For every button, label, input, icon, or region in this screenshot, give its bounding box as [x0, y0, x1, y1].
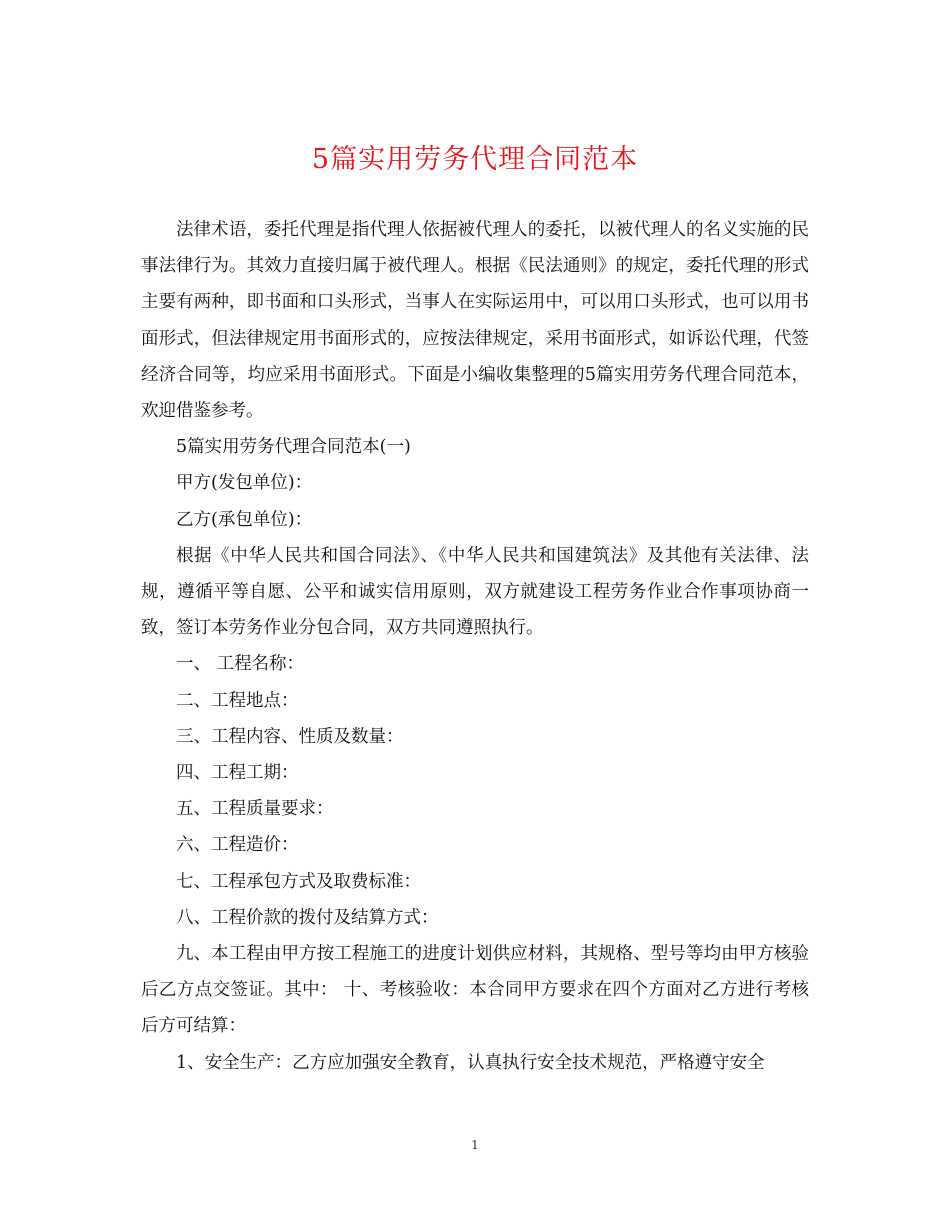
- legal-basis-paragraph: 根据《中华人民共和国合同法》、《中华人民共和国建筑法》及其他有关法律、法规，遵循平等自愿、公平和诚实信用原则，双方就建设工程劳务作业合作事项协商一致，签订本劳务作业分包合同，双方共同遵照执行。: [141, 545, 809, 639]
- contract-heading: 5篇实用劳务代理合同范本(一): [176, 437, 411, 458]
- clause-contract-method: 七、工程承包方式及取费标准：: [176, 871, 421, 892]
- clause-materials-inspection: 九、本工程由甲方按工程施工的进度计划供应材料，其规格、型号等均由甲方核验后乙方点交签证。其中： 十、考核验收：本合同甲方要求在四个方面对乙方进行考核后方可结算：: [141, 944, 809, 1037]
- clause-project-period: 四、工程工期：: [176, 763, 299, 784]
- document-title: 5篇实用劳务代理合同范本: [311, 144, 639, 175]
- party-a-line: 甲方(发包单位)：: [176, 473, 313, 494]
- document-body: [141, 212, 809, 1081]
- clause-project-content: 三、工程内容、性质及数量：: [176, 726, 404, 747]
- clause-quality-requirements: 五、工程质量要求：: [176, 799, 334, 820]
- page-number: 1: [471, 1138, 479, 1152]
- clause-payment-settlement: 八、工程价款的拨付及结算方式：: [176, 907, 439, 928]
- clause-project-location: 二、工程地点：: [176, 690, 299, 711]
- clause-project-name: 一、 工程名称：: [176, 654, 305, 675]
- party-b-line: 乙方(承包单位)：: [176, 509, 313, 530]
- clause-safety-production: 1、安全生产：乙方应加强安全教育，认真执行安全技术规范，严格遵守安全: [176, 1052, 765, 1073]
- clause-project-cost: 六、工程造价：: [176, 835, 299, 856]
- intro-paragraph: 法律术语，委托代理是指代理人依据被代理人的委托，以被代理人的名义实施的民事法律行为。其效力直接归属于被代理人。根据《民法通则》的规定，委托代理的形式主要有两种，即书面和口头形式，当事人在实际运用中，可以用口头形式，也可以用书面形式，但法律规定用书面形式的，应按法律规定，采用书面形式，如诉讼代理，代签经济合同等，均应采用书面形式。下面是小编收集整理的5篇实用劳务代理合同范本，欢迎借鉴参考。: [141, 220, 809, 422]
